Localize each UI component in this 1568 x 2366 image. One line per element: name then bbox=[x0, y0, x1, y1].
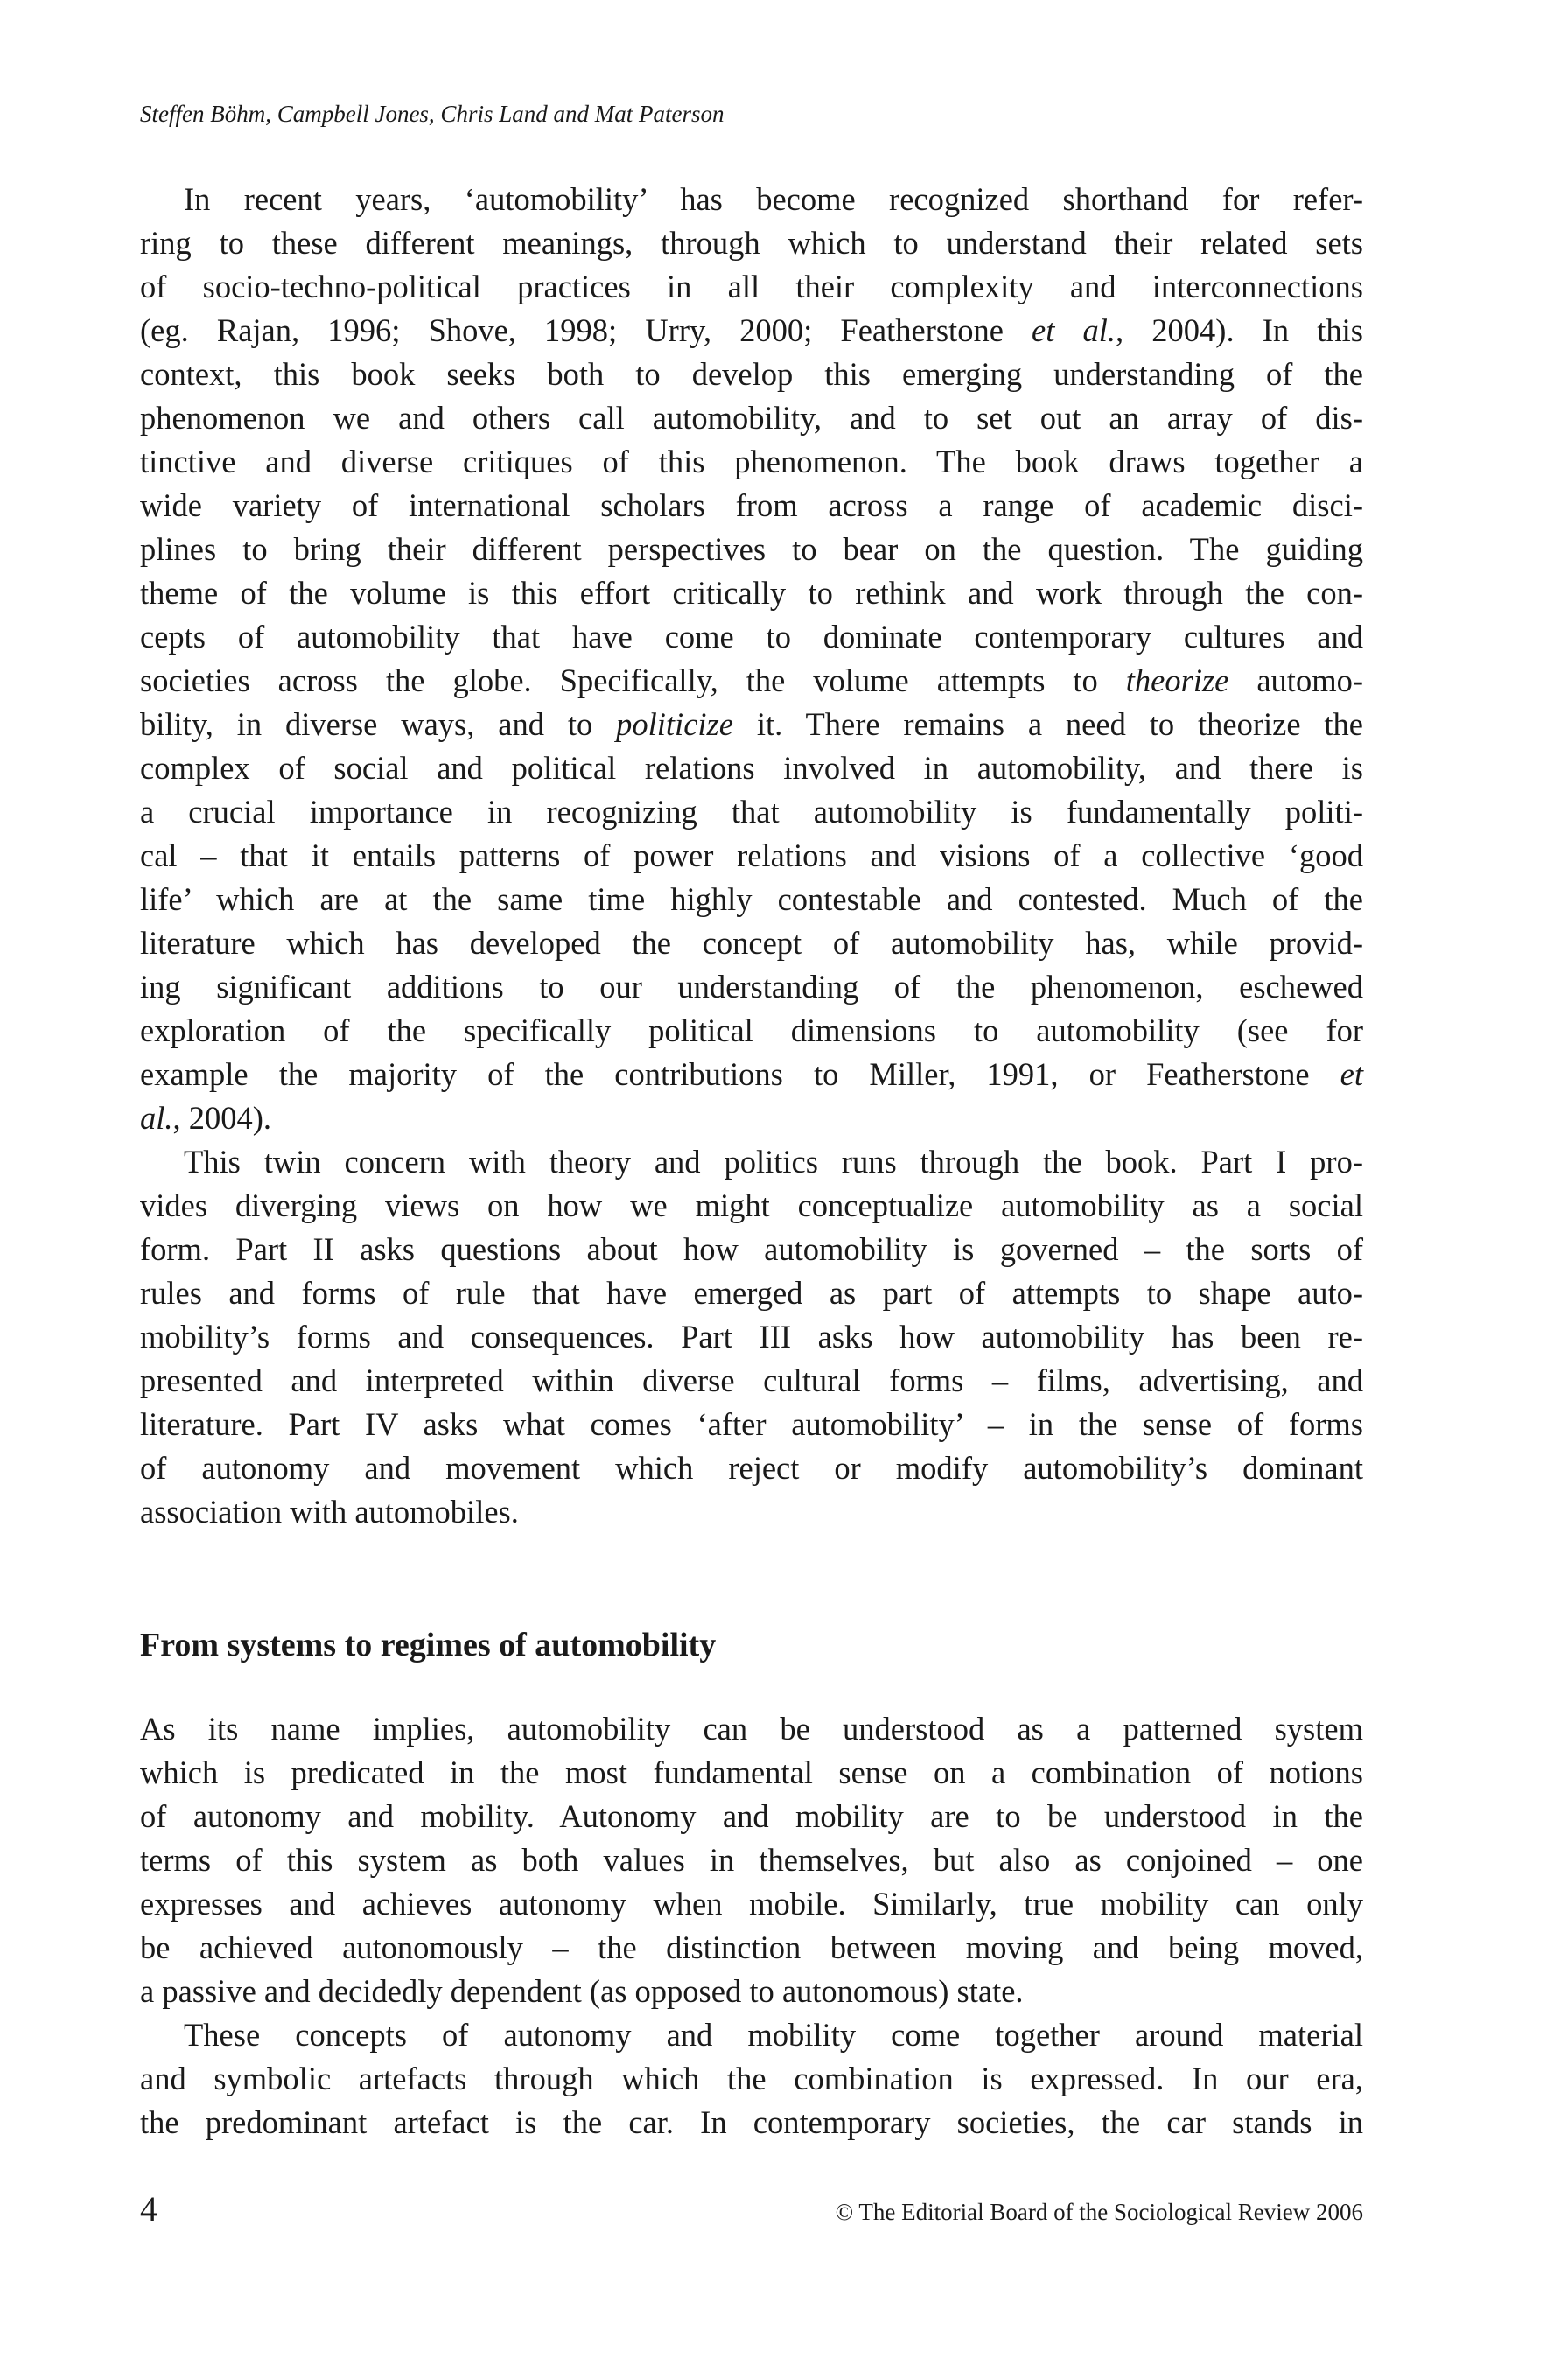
text-line: life’ which are at the same time highly contestable and contested. Much of the bbox=[140, 881, 1363, 917]
italic-text: politicize bbox=[616, 706, 733, 742]
italic-text: et bbox=[1340, 1056, 1363, 1092]
paragraph bbox=[140, 178, 1363, 1140]
text-line: context, this book seeks both to develop this emerging understanding of the bbox=[140, 356, 1363, 392]
text-line: societies across the globe. Specifically, the volume attempts to theorize automo- bbox=[140, 662, 1363, 698]
text-line: which is predicated in the most fundamental sense on a combination of notions bbox=[140, 1754, 1363, 1790]
section-heading: From systems to regimes of automobility bbox=[140, 1627, 717, 1663]
text-line: presented and interpreted within diverse cultural forms – films, advertising, and bbox=[140, 1362, 1363, 1398]
text-line: ring to these different meanings, through which to understand their related sets bbox=[140, 225, 1363, 261]
text-line: example the majority of the contributions to Miller, 1991, or Featherstone et bbox=[140, 1056, 1363, 1092]
text-line: literature which has developed the concept of automobility has, while provid- bbox=[140, 925, 1363, 961]
text-line: In recent years, ‘automobility’ has become recognized shorthand for refer- bbox=[184, 181, 1363, 217]
text-line: cal – that it entails patterns of power relations and visions of a collective ‘good bbox=[140, 837, 1363, 873]
text-line: of autonomy and movement which reject or modify automobility’s dominant bbox=[140, 1450, 1363, 1486]
text-line: exploration of the specifically political dimensions to automobility (see for bbox=[140, 1012, 1363, 1048]
text-line: expresses and achieves autonomy when mobile. Similarly, true mobility can only bbox=[140, 1886, 1363, 1922]
copyright-notice: © The Editorial Board of the Sociological Review 2006 bbox=[835, 2199, 1363, 2225]
text-line: the predominant artefact is the car. In contemporary societies, the car stands in bbox=[140, 2104, 1363, 2140]
text-line: al., 2004). bbox=[140, 1100, 272, 1136]
text-line: cepts of automobility that have come to dominate contemporary cultures and bbox=[140, 619, 1363, 654]
text-line: and symbolic artefacts through which the combination is expressed. In our era, bbox=[140, 2061, 1363, 2096]
text-line: association with automobiles. bbox=[140, 1494, 519, 1530]
text-line: of autonomy and mobility. Autonomy and mobility are to be understood in the bbox=[140, 1798, 1363, 1834]
italic-text: al. bbox=[140, 1100, 173, 1136]
page-number: 4 bbox=[140, 2189, 158, 2229]
text-line: theme of the volume is this effort critically to rethink and work through the con- bbox=[140, 575, 1363, 611]
text-line: rules and forms of rule that have emerged as part of attempts to shape auto- bbox=[140, 1275, 1363, 1311]
text-line: a passive and decidedly dependent (as opposed to autonomous) state. bbox=[140, 1973, 1024, 2009]
text-line: a crucial importance in recognizing that automobility is fundamentally politi- bbox=[140, 794, 1363, 830]
text-line: mobility’s forms and consequences. Part III asks how automobility has been re- bbox=[140, 1319, 1363, 1354]
text-line: complex of social and political relations involved in automobility, and there is bbox=[140, 750, 1363, 786]
text-line: bility, in diverse ways, and to politicize it. There remains a need to theorize the bbox=[140, 706, 1363, 742]
text-line: vides diverging views on how we might conceptualize automobility as a social bbox=[140, 1187, 1363, 1223]
italic-text: et al. bbox=[1032, 312, 1116, 348]
paragraph bbox=[140, 1707, 1363, 2013]
text-line: literature. Part IV asks what comes ‘after automobility’ – in the sense of forms bbox=[140, 1406, 1363, 1442]
text-line: terms of this system as both values in themselves, but also as conjoined – one bbox=[140, 1842, 1363, 1878]
italic-text: theorize bbox=[1125, 662, 1229, 698]
text-line: be achieved autonomously – the distinction between moving and being moved, bbox=[140, 1929, 1363, 1965]
text-line: wide variety of international scholars from across a range of academic disci- bbox=[140, 487, 1363, 523]
page-footer bbox=[140, 2188, 1363, 2231]
text-line: As its name implies, automobility can be understood as a patterned system bbox=[140, 1711, 1363, 1746]
text-line: of socio-techno-political practices in all their complexity and interconnections bbox=[140, 269, 1363, 304]
text-line: plines to bring their different perspectives to bear on the question. The guiding bbox=[140, 531, 1363, 567]
text-line: (eg. Rajan, 1996; Shove, 1998; Urry, 2000; Featherstone et al., 2004). In this bbox=[140, 312, 1363, 348]
text-line: These concepts of autonomy and mobility come together around material bbox=[184, 2017, 1363, 2053]
text-line: phenomenon we and others call automobility, and to set out an array of dis- bbox=[140, 400, 1363, 436]
section-intro-body bbox=[140, 178, 1363, 1534]
text-line: form. Part II asks questions about how automobility is governed – the sorts of bbox=[140, 1231, 1363, 1267]
paragraph bbox=[140, 2013, 1363, 2145]
text-line: ing significant additions to our understanding of the phenomenon, eschewed bbox=[140, 969, 1363, 1004]
text-line: tinctive and diverse critiques of this phenomenon. The book draws together a bbox=[140, 444, 1363, 480]
paragraph bbox=[140, 1140, 1363, 1534]
running-head-authors: Steffen Böhm, Campbell Jones, Chris Land and Mat Paterson bbox=[140, 101, 724, 127]
section-systems-body bbox=[140, 1707, 1363, 2145]
text-line: This twin concern with theory and politics runs through the book. Part I pro- bbox=[184, 1144, 1363, 1180]
